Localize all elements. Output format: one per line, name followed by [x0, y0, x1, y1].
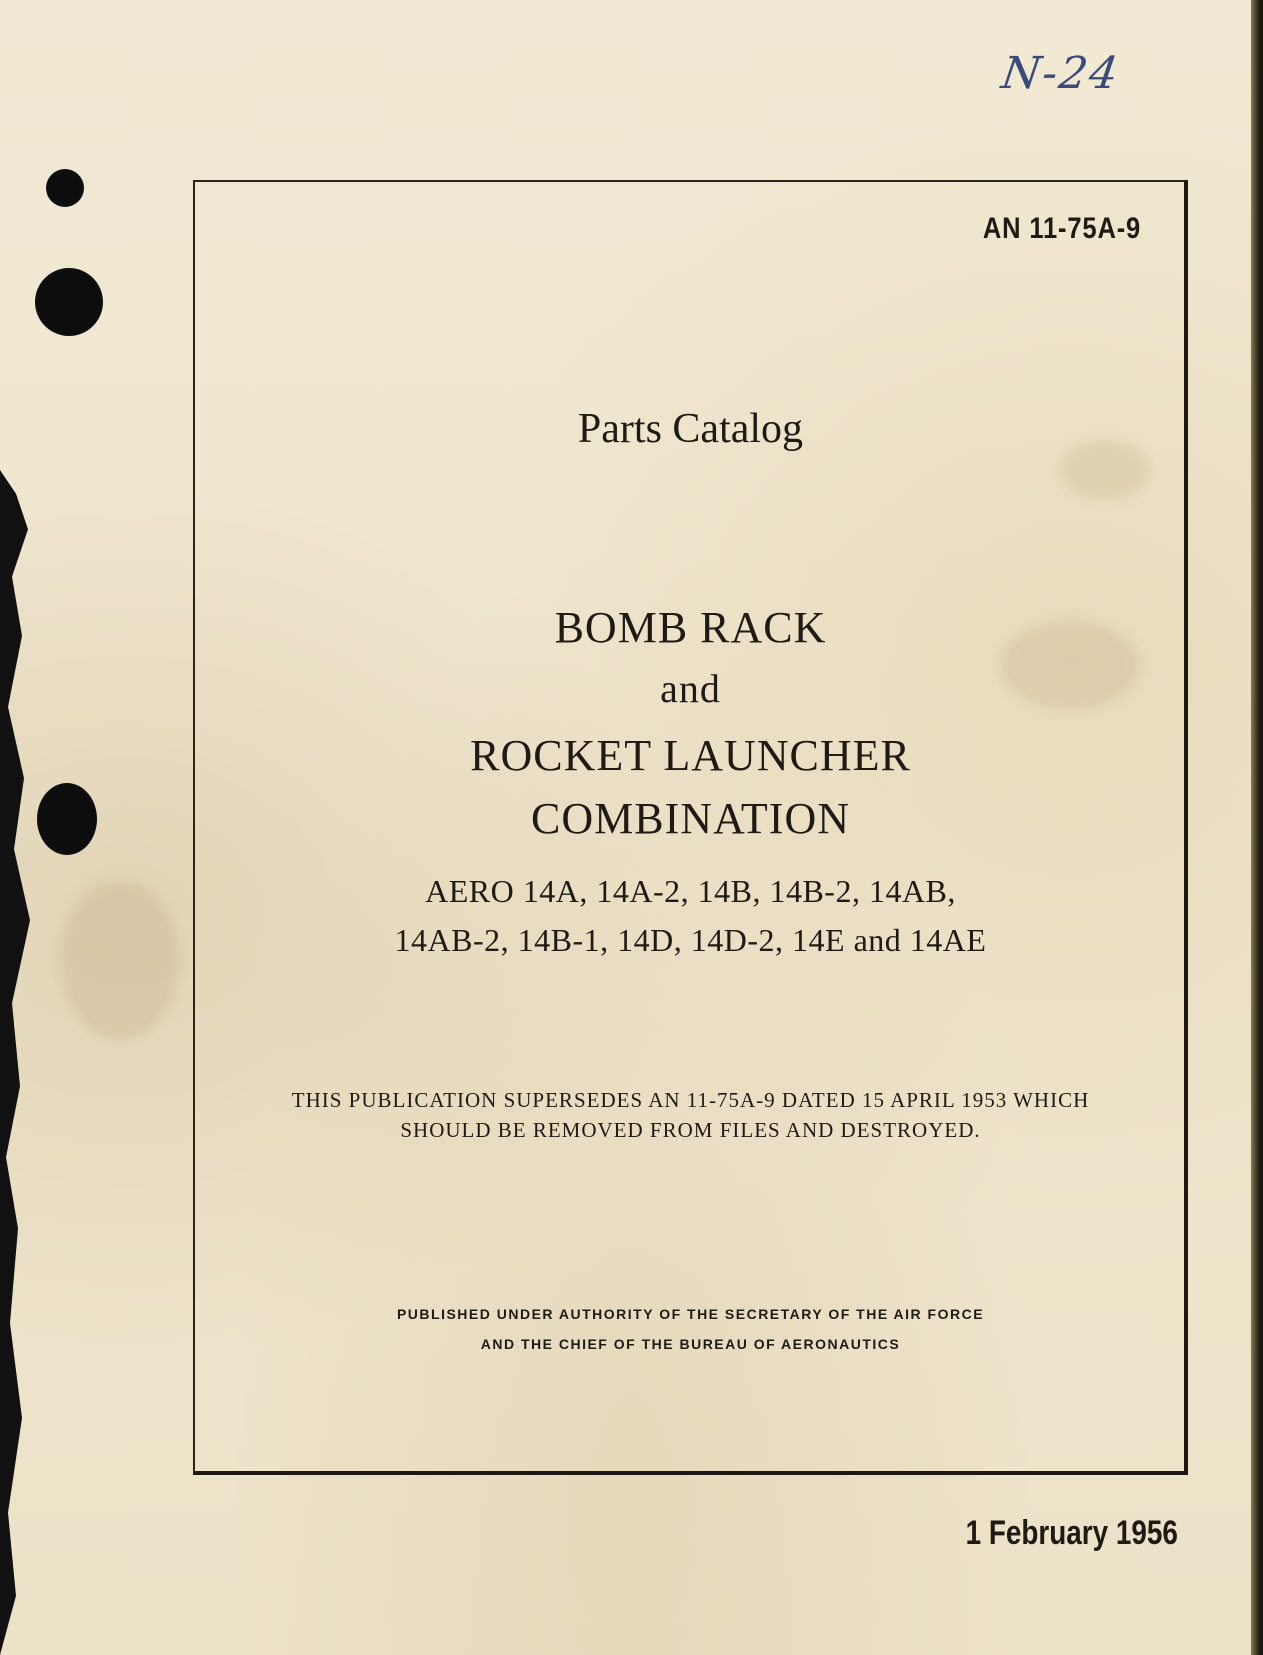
handwritten-note: N-24 — [998, 48, 1123, 99]
supersession-notice-line-1: THIS PUBLICATION SUPERSEDES AN 11-75A-9 DATED 15 APRIL 1953 WHICH — [291, 1088, 1090, 1112]
binder-hole — [37, 783, 97, 855]
models-line-1: AERO 14A, 14A-2, 14B, 14B-2, 14AB, — [425, 873, 956, 909]
models-line-2: 14AB-2, 14B-1, 14D, 14D-2, 14E and 14AE — [394, 922, 987, 958]
binder-hole — [35, 268, 103, 336]
torn-page-edge — [0, 470, 40, 1655]
paper-stain — [60, 880, 180, 1040]
document-number: AN 11-75A-9 — [982, 212, 1141, 245]
authority-line-1: PUBLISHED UNDER AUTHORITY OF THE SECRETARY OF THE AIR FORCE — [396, 1306, 985, 1322]
publication-date: 1 February 1956 — [965, 1514, 1178, 1552]
title-line-3: ROCKET LAUNCHER — [470, 731, 911, 780]
supersession-notice-line-2: SHOULD BE REMOVED FROM FILES AND DESTROYED. — [400, 1118, 981, 1142]
scan-edge — [1251, 0, 1263, 1655]
title-line-2: and — [660, 666, 721, 711]
title-line-1: BOMB RACK — [554, 603, 827, 652]
binder-hole — [46, 169, 84, 207]
catalog-label: Parts Catalog — [577, 406, 804, 452]
title-line-4: COMBINATION — [531, 794, 850, 843]
authority-line-2: AND THE CHIEF OF THE BUREAU OF AERONAUTICS — [480, 1336, 901, 1352]
